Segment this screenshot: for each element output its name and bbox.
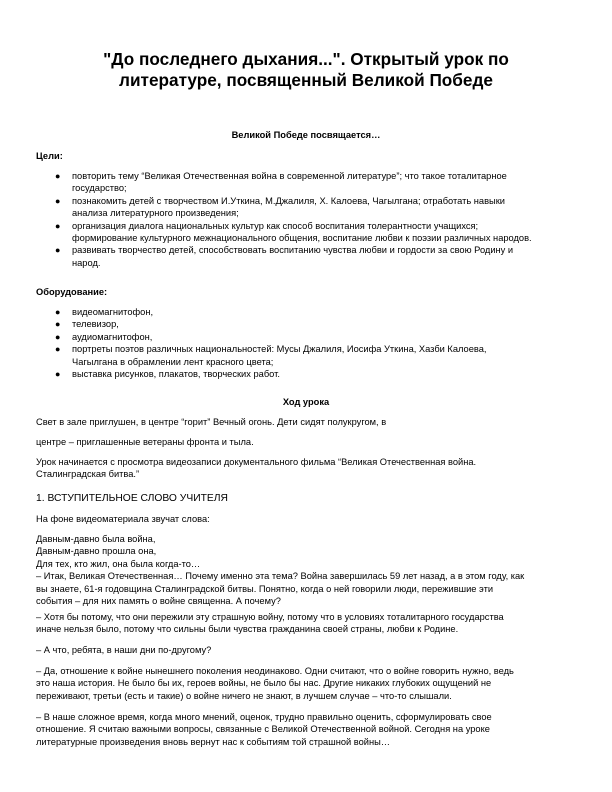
lesson-paragraph-1: Свет в зале приглушен, в центре “горит” Вечный огонь. Дети сидят полукругом, в — [36, 417, 387, 427]
list-item: ● аудиомагнитофон, — [55, 331, 153, 342]
lesson-paragraph-7: – Да, отношение к войне нынешнего поколения неодинаково. Одни считают, что о войне говорить нужно, ведь это наша история. Не было бы их, героев войны, не было бы нас. Другие никаких глубоких ощущений не переживают, третьи (есть и такие) о войне ничего не знают, в лучшем случае – что-то слышали. — [36, 666, 514, 701]
poem-block: Давным-давно была война, Давным-давно прошла она, Для тех, кто жил, она была когда-то… – Итак, Великая Отечественная… Почему именно эта тема? Война завершилась 59 лет назад, а в этом году, как вы знаете, 61-я годовщина Сталинградской битвы. Понятно, когда о ней говорили люди, пережившие эти события – для них память о войне священна. А почему? — [36, 534, 525, 607]
bullet-icon: ● — [55, 344, 61, 355]
bullet-icon: ● — [55, 171, 61, 181]
equipment-heading: Оборудование: — [36, 287, 108, 297]
page-title — [40, 49, 572, 91]
goals-heading: Цели: — [36, 151, 63, 161]
lesson-paragraph-5: – Хотя бы потому, что они пережили эту страшную войну, потому что в условиях тоталитарного государства иначе нельзя было, потому что сильны были чувства гражданина своей страны, любви к Родине. — [36, 612, 504, 635]
lesson-paragraph-6: – А что, ребята, в наши дни по-другому? — [36, 645, 212, 655]
bullet-icon: ● — [55, 369, 61, 380]
equipment-list — [36, 306, 582, 380]
list-item: ● развивать творчество детей, способствовать воспитанию чувства любви и гордости за свою Родину и народ. — [55, 245, 514, 268]
list-item: ● видеомагнитофон, — [55, 307, 154, 317]
list-item: ● организация диалога национальных культур как способ воспитания толерантности учащихся; формирование культурного межнационального общения, воспитание любви к поэзии различных народов. — [55, 220, 532, 244]
bullet-icon: ● — [55, 331, 61, 342]
list-item: ● выставка рисунков, плакатов, творческих работ. — [55, 369, 280, 380]
bullet-icon: ● — [55, 245, 61, 256]
list-item: ● познакомить детей с творчеством И.Уткина, М.Джалиля, Х. Калоева, Чагылгана; отработать навыки анализа литературного произведения; — [55, 195, 505, 219]
dedication-heading: Великой Победе посвящается… — [231, 130, 381, 140]
title-line-2: литературе, посвященный Великой Победе — [119, 70, 493, 90]
bullet-icon: ● — [55, 195, 61, 206]
bullet-icon: ● — [55, 307, 61, 317]
section-heading-1: 1. ВСТУПИТЕЛЬНОЕ СЛОВО УЧИТЕЛЯ — [36, 493, 228, 504]
list-item: ● повторить тему “Великая Отечественная война в современной литературе”; что такое тоталитарное государство; — [55, 171, 507, 194]
lesson-paragraph-3: Урок начинается с просмотра видеозаписи документального фильма “Великая Отечественная война. Сталинградская битва.” — [36, 457, 477, 480]
list-item: ● телевизор, — [55, 319, 119, 330]
lesson-paragraph-8: – В наше сложное время, когда много мнений, оценок, трудно правильно оценить, сформулировать свое отношение. Я считаю важными вопросы, связанные с Великой Отечественной войной. Сегодня на уроке литературные произведения вновь вернут нас к событиям той страшной войны… — [36, 712, 492, 747]
list-item: ● портреты поэтов различных национальностей: Мусы Джалиля, Иосифа Уткина, Хазби Калоева, Чагылгана в обрамлении лент красного цвета; — [55, 344, 487, 367]
goals-list — [36, 170, 582, 269]
lesson-paragraph-4: На фоне видеоматериала звучат слова: — [36, 514, 210, 524]
lesson-heading: Ход урока — [282, 397, 330, 407]
title-line-1: "До последнего дыхания...". Открытый урок по — [103, 49, 509, 69]
lesson-paragraph-2: центре – приглашенные ветераны фронта и тыла. — [36, 437, 254, 447]
bullet-icon: ● — [55, 220, 61, 231]
bullet-icon: ● — [55, 319, 61, 330]
